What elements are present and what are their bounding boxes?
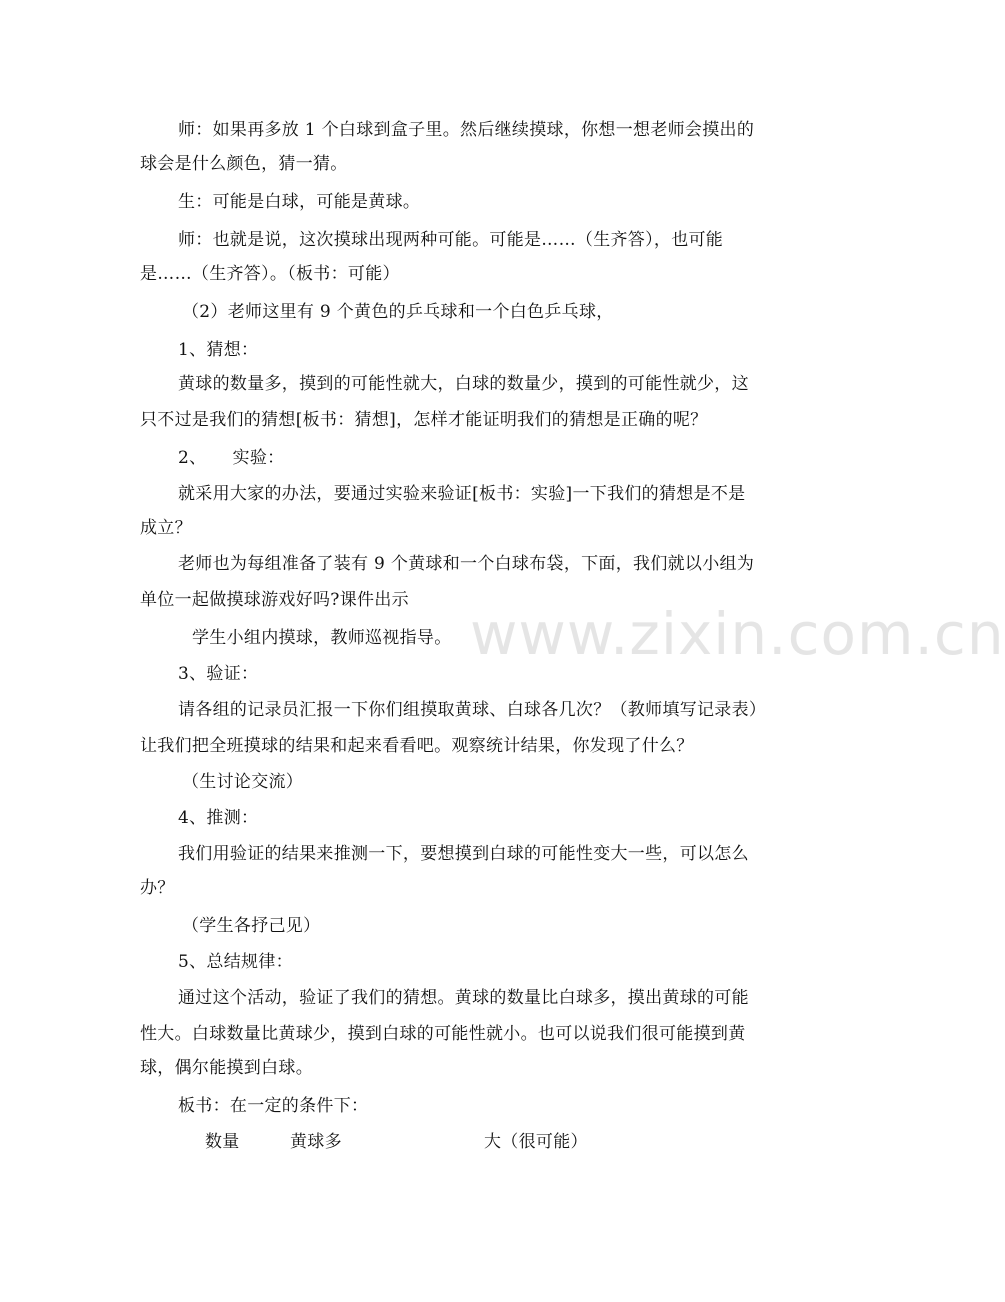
paragraph-line: 单位一起做摸球游戏好吗?课件出示 bbox=[140, 590, 409, 610]
paragraph-line: 我们用验证的结果来推测一下，要想摸到白球的可能性变大一些，可以怎么 bbox=[178, 844, 749, 864]
paragraph-line: 师：也就是说，这次摸球出现两种可能。可能是……（生齐答），也可能 bbox=[178, 230, 724, 250]
paragraph-line: 请各组的记录员汇报一下你们组摸取黄球、白球各几次？（教师填写记录表） bbox=[178, 700, 767, 720]
paragraph-line: 通过这个活动，验证了我们的猜想。黄球的数量比白球多，摸出黄球的可能 bbox=[178, 988, 749, 1008]
paragraph-line: 板书：在一定的条件下： bbox=[178, 1096, 369, 1116]
section-heading: 5、总结规律： bbox=[178, 952, 293, 972]
paragraph-line: （生讨论交流） bbox=[182, 772, 304, 792]
section-heading: 1、猜想： bbox=[178, 340, 259, 360]
board-cell-yellow-more: 黄球多 bbox=[290, 1132, 342, 1152]
paragraph-line: 老师也为每组准备了装有 9 个黄球和一个白球布袋，下面，我们就以小组为 bbox=[178, 554, 755, 574]
paragraph-line: 办？ bbox=[140, 878, 175, 898]
paragraph-line: 是……（生齐答）。（板书：可能） bbox=[140, 264, 400, 284]
paragraph-line: 黄球的数量多，摸到的可能性就大，白球的数量少，摸到的可能性就少，这 bbox=[178, 374, 749, 394]
section-heading: 2、 实验： bbox=[178, 448, 285, 468]
paragraph-line: 就采用大家的办法，要通过实验来验证[板书：实验]一下我们的猜想是不是 bbox=[178, 484, 746, 504]
board-cell-quantity: 数量 bbox=[205, 1132, 240, 1152]
board-cell-likely: 大（很可能） bbox=[484, 1132, 588, 1152]
paragraph-line: 学生小组内摸球，教师巡视指导。 bbox=[192, 628, 452, 648]
section-heading: 4、推测： bbox=[178, 808, 259, 828]
paragraph-line: 性大。白球数量比黄球少，摸到白球的可能性就小。也可以说我们很可能摸到黄 bbox=[140, 1024, 746, 1044]
paragraph-line: （学生各抒己见） bbox=[182, 916, 321, 936]
paragraph-line: （2）老师这里有 9 个黄色的乒乓球和一个白色乒乓球， bbox=[182, 302, 614, 322]
paragraph-line: 球，偶尔能摸到白球。 bbox=[140, 1058, 313, 1078]
paragraph-line: 师：如果再多放 1 个白球到盒子里。然后继续摸球，你想一想老师会摸出的 bbox=[178, 120, 755, 140]
paragraph-line: 只不过是我们的猜想[板书：猜想]，怎样才能证明我们的猜想是正确的呢？ bbox=[140, 410, 708, 430]
paragraph-line: 让我们把全班摸球的结果和起来看看吧。观察统计结果，你发现了什么？ bbox=[140, 736, 694, 756]
paragraph-line: 球会是什么颜色，猜一猜。 bbox=[140, 154, 348, 174]
section-heading: 3、验证： bbox=[178, 664, 259, 684]
watermark: www.zixin.com.cn bbox=[470, 600, 1005, 668]
paragraph-line: 生：可能是白球，可能是黄球。 bbox=[178, 192, 421, 212]
paragraph-line: 成立？ bbox=[140, 518, 192, 538]
